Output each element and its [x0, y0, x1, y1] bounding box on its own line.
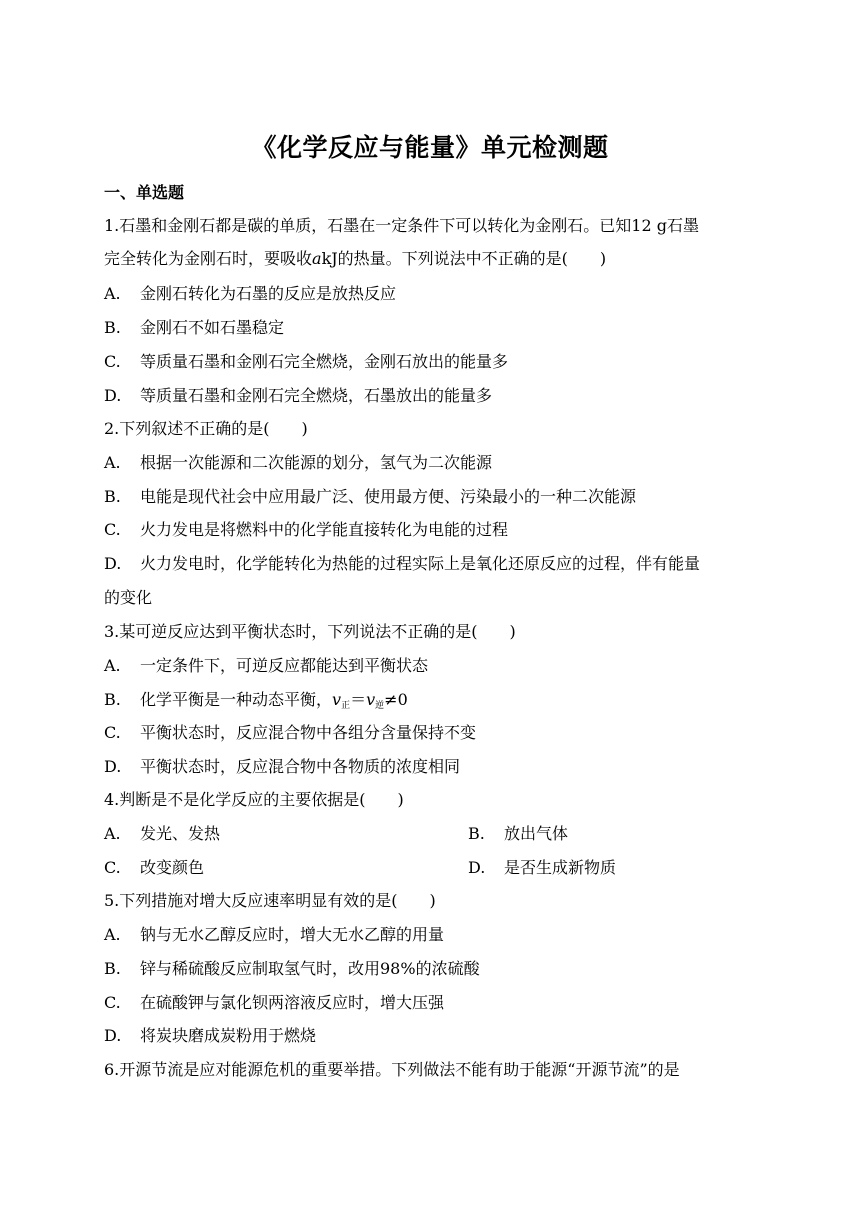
question-3-option-c — [104, 723, 764, 743]
question-4-stem: 4.判断是不是化学反应的主要依据是( ) — [104, 790, 404, 809]
question-3-option-a — [104, 656, 764, 676]
formula-not-zero: ≠0 — [384, 690, 408, 709]
option-letter: A. — [104, 925, 121, 944]
question-1-option-b — [104, 318, 764, 338]
option-letter: D. — [104, 757, 122, 776]
question-6-stem: 6.开源节流是应对能源危机的重要举措。下列做法不能有助于能源“开源节流”的是 — [104, 1060, 680, 1079]
option-letter: C. — [104, 858, 121, 877]
question-2-option-b — [104, 487, 764, 507]
question-1-option-d — [104, 386, 764, 406]
option-text: 一定条件下，可逆反应都能达到平衡状态 — [140, 656, 429, 675]
option-text: 等质量石墨和金刚石完全燃烧，金刚石放出的能量多 — [140, 352, 509, 371]
option-letter: B. — [104, 487, 121, 506]
question-1-stem-text-end: kJ的热量。下列说法中不正确的是( ) — [321, 249, 607, 268]
formula-v-reverse: v — [366, 690, 376, 709]
question-5-option-c — [104, 993, 764, 1013]
option-text: 是否生成新物质 — [504, 858, 617, 877]
question-2-option-c — [104, 520, 764, 540]
option-text: 放出气体 — [504, 824, 569, 843]
formula-sub-reverse: 逆 — [375, 701, 385, 711]
formula-sub-forward: 正 — [341, 701, 351, 711]
option-letter: B. — [104, 690, 121, 709]
question-2-option-d-continuation: 的变化 — [104, 588, 153, 607]
question-1-option-a — [104, 284, 764, 304]
option-letter: A. — [104, 284, 121, 303]
question-5-option-b — [104, 959, 764, 979]
question-4-option-b — [468, 824, 568, 844]
page-title: 《化学反应与能量》单元检测题 — [251, 133, 609, 162]
question-1-stem-line1: 1.石墨和金刚石都是碳的单质，石墨在一定条件下可以转化为金刚石。已知12 g石墨 — [104, 216, 699, 235]
option-text: 将炭块磨成炭粉用于燃烧 — [140, 1026, 317, 1045]
question-5-option-a — [104, 925, 764, 945]
question-3-option-d — [104, 757, 764, 777]
question-5-stem: 5.下列措施对增大反应速率明显有效的是( ) — [104, 891, 436, 910]
question-2-stem: 2.下列叙述不正确的是( ) — [104, 419, 308, 438]
option-text: 平衡状态时，反应混合物中各物质的浓度相同 — [140, 757, 461, 776]
option-letter: D. — [104, 1026, 122, 1045]
option-letter: C. — [104, 520, 121, 539]
option-text: 发光、发热 — [140, 824, 221, 843]
option-letter: D. — [468, 858, 486, 877]
option-text: 钠与无水乙醇反应时，增大无水乙醇的用量 — [140, 925, 445, 944]
question-4-option-d — [468, 858, 616, 878]
option-text: 火力发电是将燃料中的化学能直接转化为电能的过程 — [140, 520, 509, 539]
option-letter: A. — [104, 453, 121, 472]
option-text: 金刚石转化为石墨的反应是放热反应 — [140, 284, 397, 303]
option-letter: B. — [104, 318, 121, 337]
question-4-options-row2 — [104, 858, 764, 878]
question-2-option-d — [104, 554, 764, 574]
option-text: 改变颜色 — [140, 858, 205, 877]
option-letter: A. — [104, 656, 121, 675]
question-5-option-d — [104, 1026, 764, 1046]
option-letter: B. — [468, 824, 485, 843]
option-letter: B. — [104, 959, 121, 978]
question-1-option-c — [104, 352, 764, 372]
question-3-stem: 3.某可逆反应达到平衡状态时，下列说法不正确的是( ) — [104, 622, 516, 641]
option-text: 金刚石不如石墨稳定 — [140, 318, 285, 337]
option-text: 化学平衡是一种动态平衡， — [140, 690, 333, 709]
variable-a: a — [312, 249, 322, 268]
option-letter: C. — [104, 723, 121, 742]
question-2-option-a — [104, 453, 764, 473]
option-text: 在硫酸钾与氯化钡两溶液反应时，增大压强 — [140, 993, 445, 1012]
question-1-stem-line2 — [104, 249, 764, 269]
section-heading: 一、单选题 — [104, 183, 185, 202]
formula-equals: ＝ — [350, 690, 367, 709]
option-letter: D. — [104, 386, 122, 405]
option-letter: D. — [104, 554, 122, 573]
option-text: 锌与稀硫酸反应制取氢气时，改用98%的浓硫酸 — [140, 959, 480, 978]
question-4-options-row1 — [104, 824, 764, 844]
option-letter: C. — [104, 993, 121, 1012]
option-text: 平衡状态时，反应混合物中各组分含量保持不变 — [140, 723, 477, 742]
option-text: 电能是现代社会中应用最广泛、使用最方便、污染最小的一种二次能源 — [140, 487, 637, 506]
option-text: 等质量石墨和金刚石完全燃烧，石墨放出的能量多 — [140, 386, 493, 405]
question-1-stem-text: 完全转化为金刚石时，要吸收 — [104, 249, 313, 268]
option-text: 火力发电时，化学能转化为热能的过程实际上是氧化还原反应的过程，伴有能量 — [140, 554, 701, 573]
option-letter: C. — [104, 352, 121, 371]
formula-v-forward: v — [332, 690, 342, 709]
question-3-option-b — [104, 690, 764, 716]
option-text: 根据一次能源和二次能源的划分，氢气为二次能源 — [140, 453, 493, 472]
option-letter: A. — [104, 824, 121, 843]
